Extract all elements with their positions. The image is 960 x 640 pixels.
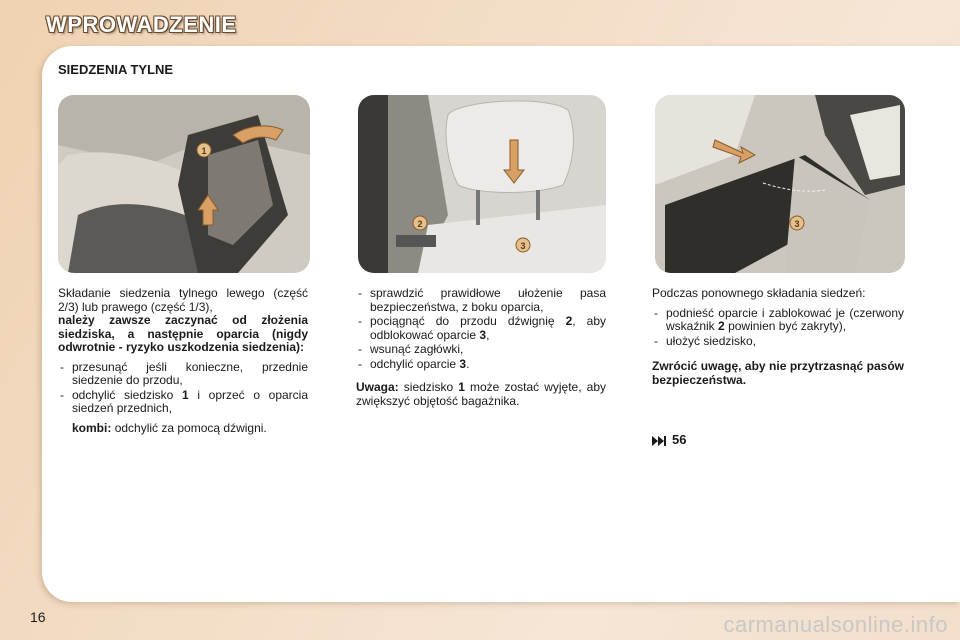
- forward-icon: [652, 436, 666, 446]
- col2-item-4-before: odchylić oparcie: [370, 356, 457, 371]
- page-reference-number: 56: [672, 432, 687, 447]
- col3-list: [652, 307, 904, 349]
- watermark: carmanualsonline.info: [723, 612, 948, 637]
- note-label: Uwaga:: [356, 380, 399, 394]
- folded-seat-photo: [655, 95, 905, 273]
- col3-item-1-before: podnieść oparcie i zablokować je (czerwony wskaźnik: [666, 305, 904, 333]
- col3-item-1-after: powinien być zakryty),: [728, 319, 847, 333]
- page-number: 16: [30, 609, 46, 625]
- note-num: 1: [458, 380, 465, 394]
- list-item: - wsunąć zagłówki,: [358, 342, 464, 356]
- col1-list: [58, 361, 308, 416]
- col1-item-1-text: przesunąć jeśli konieczne, przednie siedzenie do przodu,: [72, 359, 308, 387]
- list-item: - odchylić oparcie 3.: [358, 356, 470, 371]
- col1-intro: Składanie siedzenia tylnego lewego (część 2/3) lub prawego (część 1/3),: [58, 286, 308, 314]
- note-before: siedzisko: [403, 380, 454, 394]
- col2-item-4-num: 3: [459, 356, 467, 371]
- col2-item-4-after: .: [466, 356, 470, 371]
- kombi-note: [72, 422, 308, 436]
- col2-item-2-before: pociągnąć do przodu dźwignię: [370, 314, 555, 328]
- col1-item-2-after: i oprzeć o oparcia siedzeń przednich,: [72, 387, 309, 415]
- list-item: - przesunąć jeśli konieczne, przednie siedzenie do przodu,: [60, 359, 308, 387]
- note-after: może zostać wyjęte, aby zwiększyć objętość bagażnika.: [356, 380, 606, 408]
- col2-note: [356, 381, 606, 408]
- page-title: WPROWADZENIE: [46, 12, 237, 37]
- col2-item-1-before: sprawdzić prawidłowe ułożenie pasa bezpieczeństwa, z boku oparcia,: [370, 286, 606, 314]
- list-item: - ułożyć siedzisko,: [654, 333, 757, 348]
- text-column-3: [652, 287, 904, 393]
- list-item: - sprawdzić prawidłowe ułożenie pasa bezpieczeństwa, z boku oparcia,: [358, 286, 606, 314]
- photo2-marker-3: 3: [520, 241, 526, 251]
- col2-item-2-num2: 3: [479, 327, 487, 342]
- rear-headrest-photo: [358, 95, 606, 273]
- rear-seat-cushion-photo: [58, 95, 310, 273]
- page-reference[interactable]: [652, 432, 686, 447]
- photo3-marker-3: 3: [794, 219, 800, 229]
- text-column-2: [356, 287, 606, 414]
- col2-item-3-before: wsunąć zagłówki,: [370, 342, 464, 356]
- col3-item-2-before: ułożyć siedzisko,: [666, 333, 757, 348]
- col2-item-2-num: 2: [565, 314, 573, 328]
- photo2-marker-2: 2: [417, 219, 423, 229]
- list-item: - odchylić siedzisko 1 i oprzeć o oparcia siedzeń przednich,: [60, 387, 309, 415]
- kombi-text: odchylić za pomocą dźwigni.: [114, 420, 267, 435]
- col1-item-2-before: odchylić siedzisko: [72, 387, 174, 402]
- col2-list: [356, 287, 606, 371]
- col2-item-2-after: , aby odblokować oparcie: [370, 314, 606, 342]
- col3-warning: Zwrócić uwagę, aby nie przytrzasnąć pasów bezpieczeństwa.: [652, 359, 904, 387]
- text-column-1: [58, 287, 308, 435]
- list-item: - podnieść oparcie i zablokować je (czerwony wskaźnik 2 powinien być zakryty),: [654, 305, 904, 333]
- col3-intro: Podczas ponownego składania siedzeń:: [652, 286, 866, 300]
- col1-warning: należy zawsze zaczynać od złożenia siedziska, a następnie oparcia (nigdy odwrotnie - ryzyko uszkodzenia siedzenia):: [58, 313, 308, 354]
- section-title: SIEDZENIA TYLNE: [58, 62, 174, 77]
- col3-item-1-num: 2: [718, 319, 725, 333]
- kombi-label: kombi:: [72, 420, 112, 435]
- list-item: - pociągnąć do przodu dźwignię 2, aby odblokować oparcie 3,: [358, 314, 606, 342]
- photo1-marker-1: 1: [201, 146, 207, 156]
- col1-item-2-num: 1: [182, 387, 189, 402]
- col2-item-2-after2: ,: [486, 327, 490, 342]
